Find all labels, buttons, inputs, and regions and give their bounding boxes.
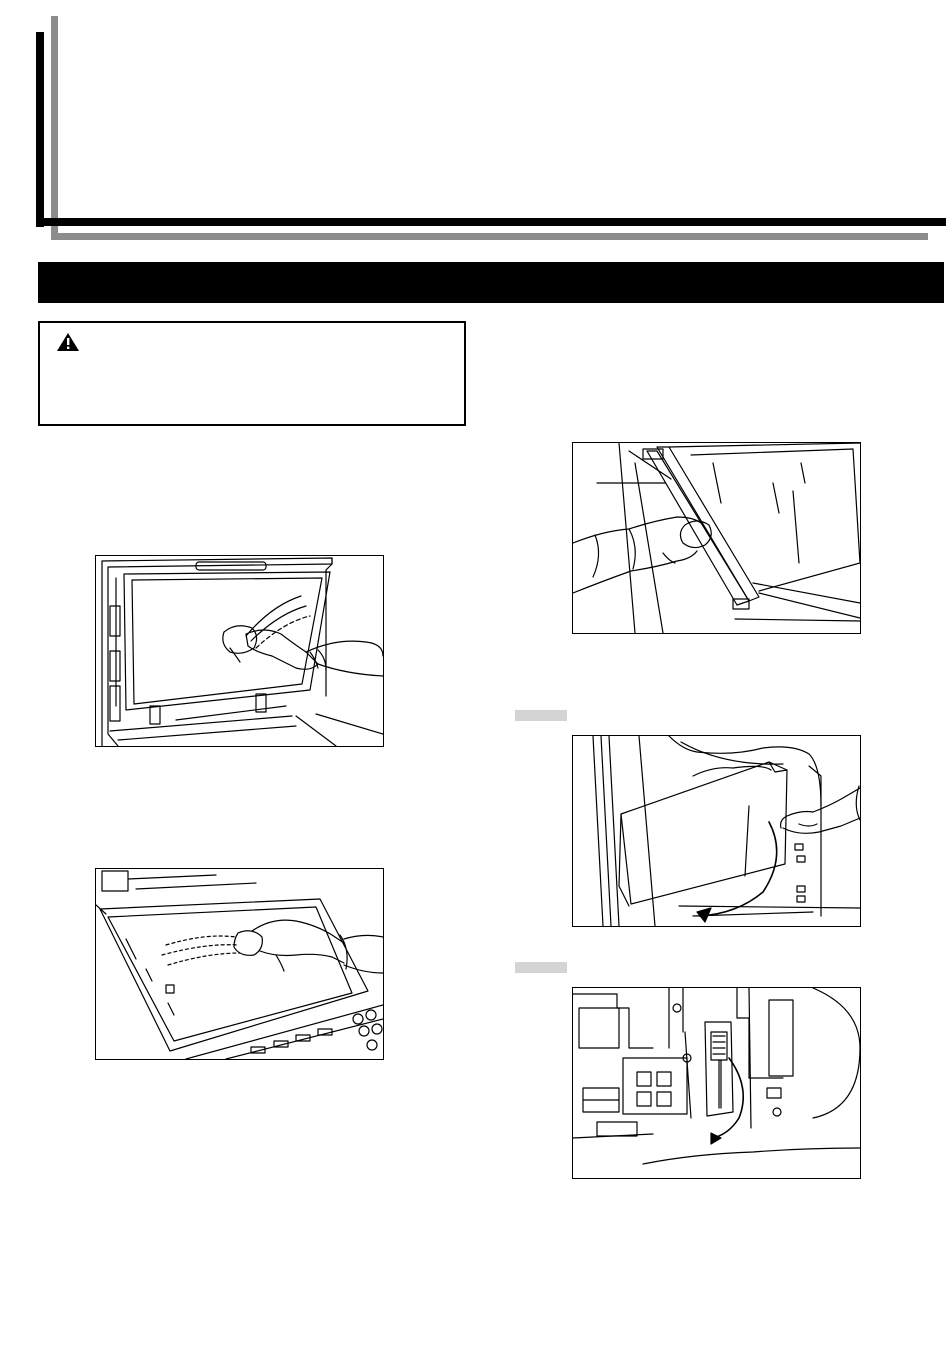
chapter-rule-black-vertical	[36, 32, 44, 227]
warning-triangle-icon	[56, 332, 80, 352]
figure-platen-glass-cleaning	[95, 868, 384, 1060]
caution-box	[38, 321, 466, 426]
figure-open-cover	[572, 735, 861, 927]
chapter-rule-gray-vertical	[51, 16, 58, 240]
chapter-rule-black-horizontal	[36, 218, 946, 226]
step-1-tab	[515, 710, 567, 721]
figure-slit-glass-cleaning	[572, 442, 861, 634]
figure-charger-cleaner	[572, 987, 861, 1179]
figure-platen-cover-cleaning	[95, 555, 384, 747]
section-title	[38, 271, 52, 293]
section-title-bar	[38, 262, 944, 303]
chapter-rule-gray-horizontal	[51, 233, 928, 240]
step-2-tab	[515, 962, 567, 973]
